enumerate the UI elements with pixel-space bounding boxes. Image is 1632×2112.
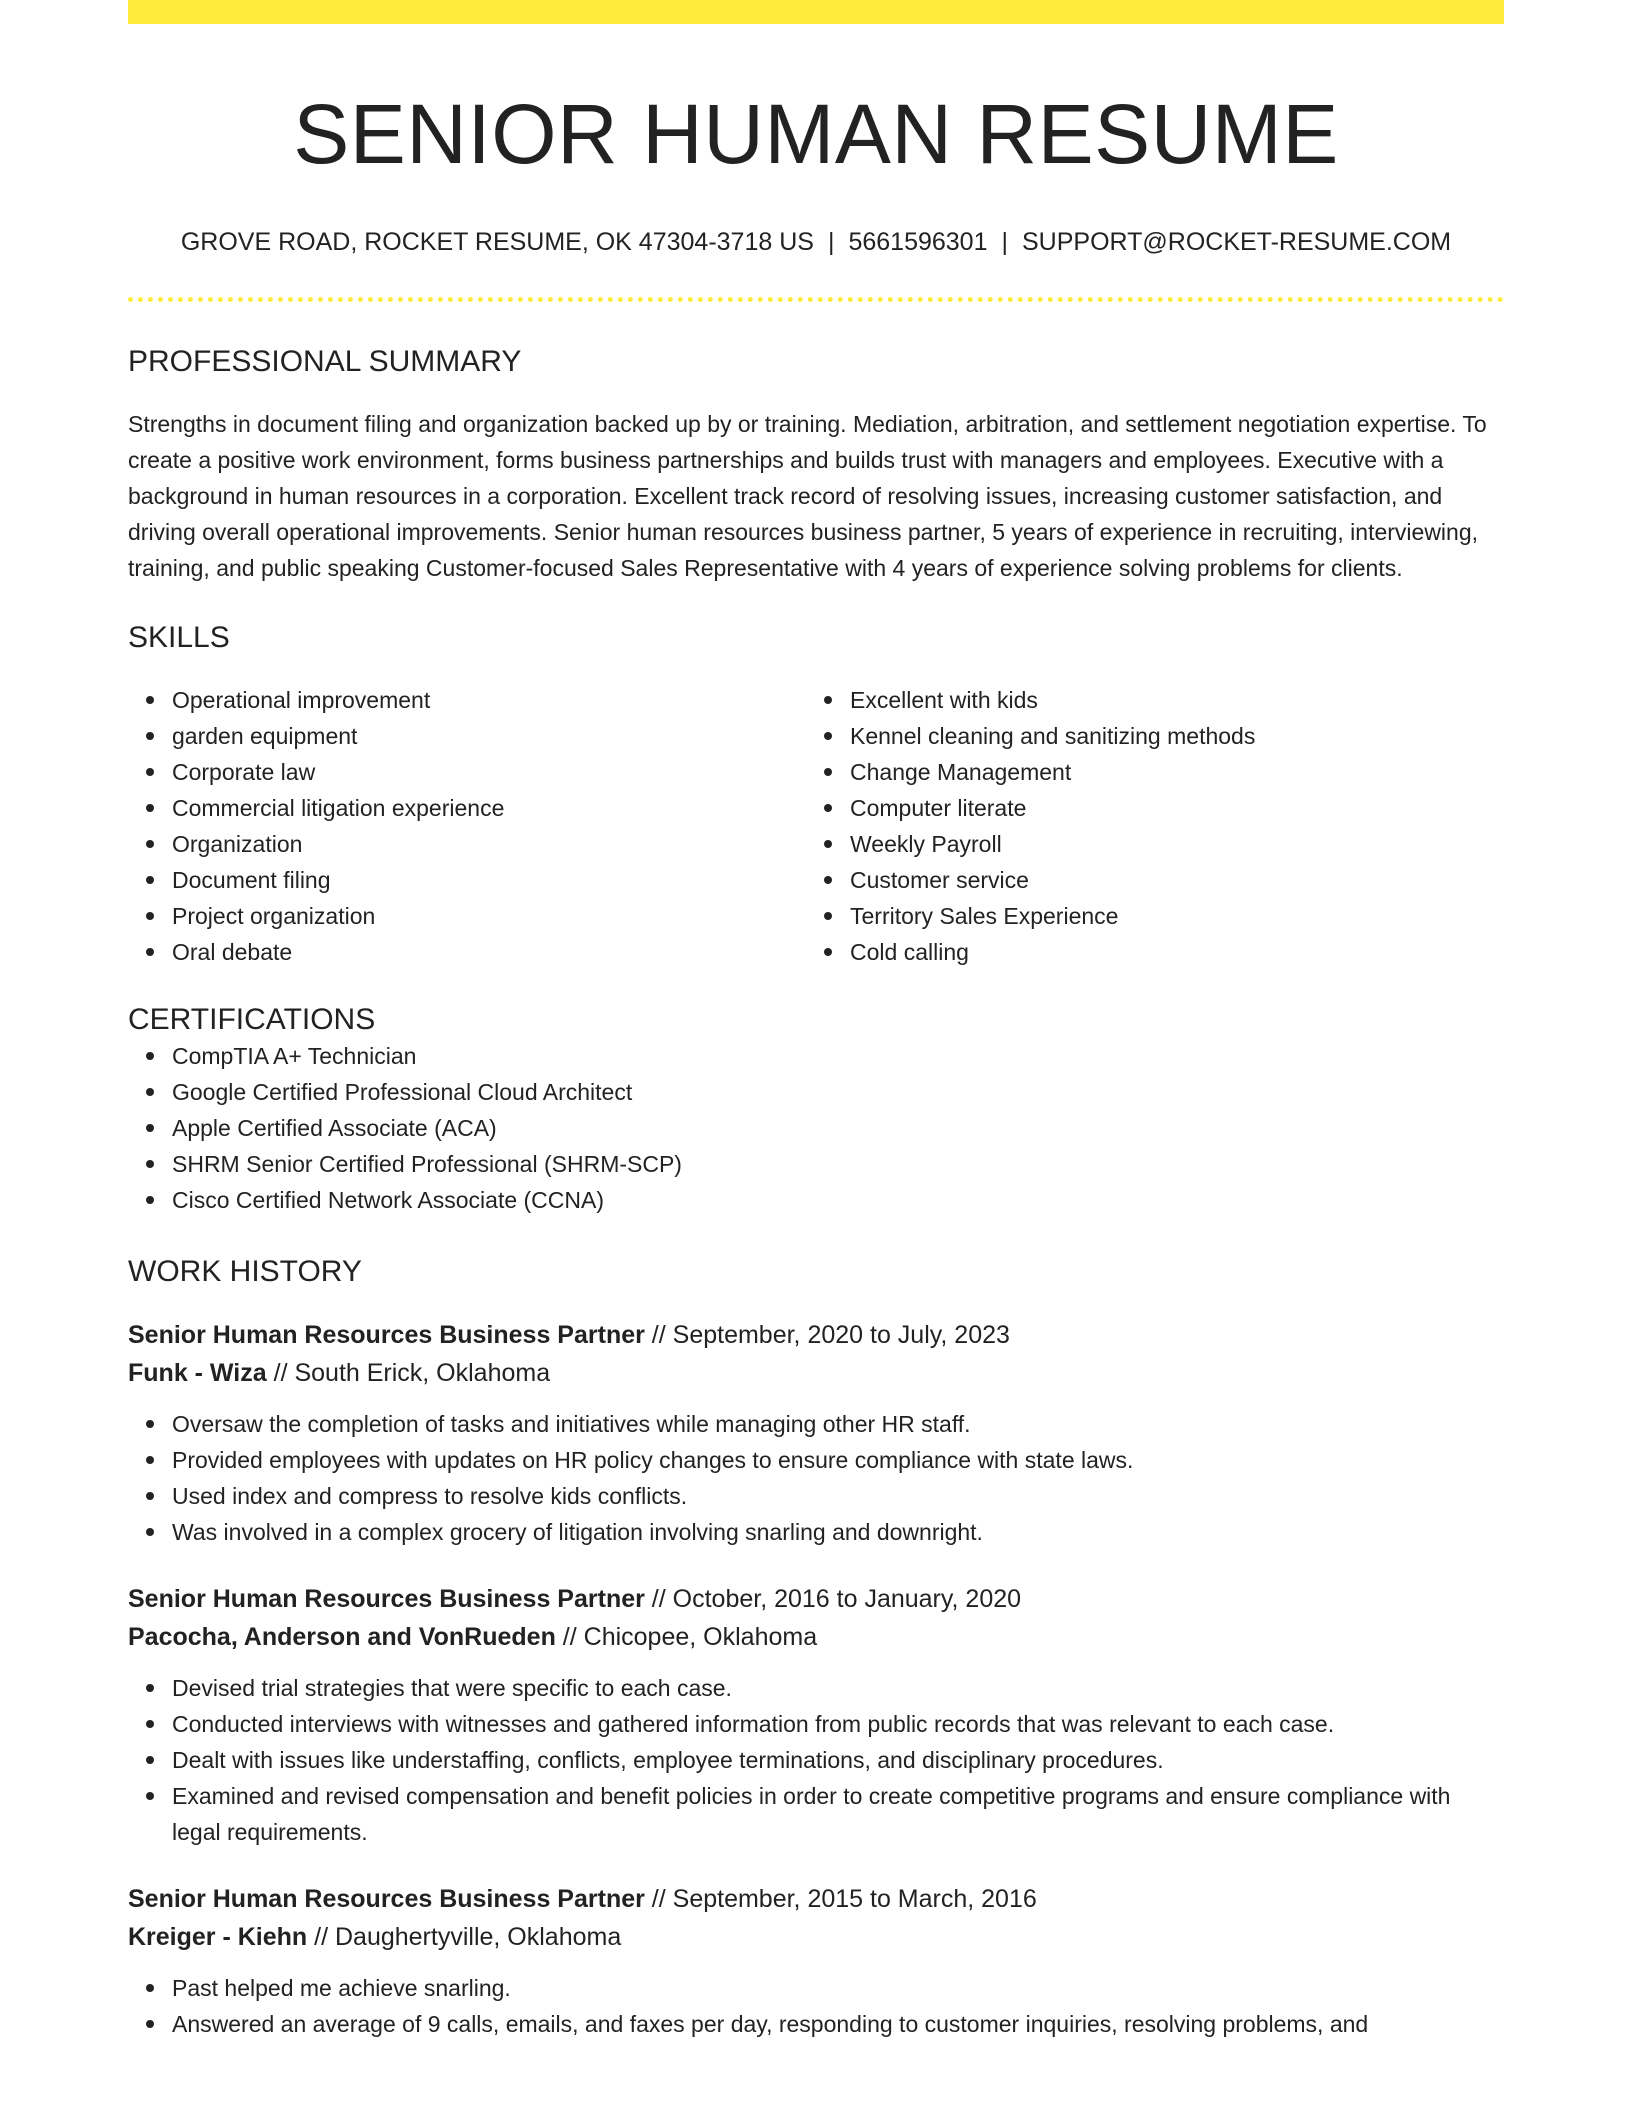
certification-item: SHRM Senior Certified Professional (SHRM-SCP) — [172, 1146, 1504, 1182]
contact-phone: 5661596301 — [848, 227, 988, 256]
skill-item: Customer service — [850, 862, 1484, 898]
certifications-list — [128, 1038, 1504, 1218]
job-location: // South Erick, Oklahoma — [266, 1358, 551, 1387]
job-company: Pacocha, Anderson and VonRueden — [128, 1622, 556, 1651]
job-duty: Examined and revised compensation and benefit policies in order to create competitive programs and ensure compliance with legal requirements. — [172, 1778, 1504, 1850]
job-title-line — [128, 1316, 1504, 1354]
contact-address: GROVE ROAD, ROCKET RESUME, OK 47304-3718 US — [180, 227, 814, 256]
job-dates: // September, 2020 to July, 2023 — [644, 1320, 1010, 1349]
skills-column-left — [128, 682, 806, 970]
job-company-line — [128, 1618, 1504, 1656]
summary-text: Strengths in document filing and organization backed up by or training. Mediation, arbitration, and settlement negotiation expertise. To create a positive work environment, forms business partnerships and builds trust with managers and employees. Executive with a background in human resources in a corporation. Excellent track record of resolving issues, increasing customer satisfaction, and driving overall operational improvements. Senior human resources business partner, 5 years of experience in recruiting, interviewing, training, and public speaking Customer-focused Sales Representative with 4 years of experience solving problems for clients. — [128, 410, 1487, 581]
job-duty: Dealt with issues like understaffing, conflicts, employee terminations, and disciplinary procedures. — [172, 1742, 1504, 1778]
job-location: // Daughertyville, Oklahoma — [307, 1922, 622, 1951]
skill-item: Computer literate — [850, 790, 1484, 826]
job-duties-list — [128, 1406, 1504, 1550]
skill-item: Project organization — [172, 898, 806, 934]
skills-list-right — [806, 682, 1484, 970]
job-duty: Answered an average of 9 calls, emails, and faxes per day, responding to customer inquiries, resolving problems, and — [172, 2006, 1504, 2042]
contact-line — [128, 227, 1504, 257]
job-entry — [128, 1880, 1504, 2042]
certification-item: Apple Certified Associate (ACA) — [172, 1110, 1504, 1146]
job-company: Funk - Wiza — [128, 1358, 267, 1387]
skill-item: Weekly Payroll — [850, 826, 1484, 862]
job-company-line — [128, 1354, 1504, 1392]
job-company: Kreiger - Kiehn — [128, 1922, 308, 1951]
job-dates: // September, 2015 to March, 2016 — [644, 1884, 1037, 1913]
job-duty: Devised trial strategies that were specific to each case. — [172, 1670, 1504, 1706]
job-dates: // October, 2016 to January, 2020 — [644, 1584, 1022, 1613]
skill-item: Operational improvement — [172, 682, 806, 718]
job-duty: Was involved in a complex grocery of litigation involving snarling and downright. — [172, 1514, 1504, 1550]
job-duty: Past helped me achieve snarling. — [172, 1970, 1504, 2006]
job-company-line — [128, 1918, 1504, 1956]
skill-item: Oral debate — [172, 934, 806, 970]
certifications-heading: CERTIFICATIONS — [128, 1002, 376, 1036]
certification-item: CompTIA A+ Technician — [172, 1038, 1504, 1074]
accent-top-bar — [128, 0, 1504, 24]
contact-email: SUPPORT@ROCKET-RESUME.COM — [1022, 227, 1452, 256]
job-duties-list — [128, 1970, 1504, 2042]
skill-item: Cold calling — [850, 934, 1484, 970]
job-title-line — [128, 1880, 1504, 1918]
skills-column-right — [806, 682, 1484, 970]
job-duty: Conducted interviews with witnesses and gathered information from public records that was relevant to each case. — [172, 1706, 1504, 1742]
job-entry — [128, 1580, 1504, 1850]
job-duty: Used index and compress to resolve kids conflicts. — [172, 1478, 1504, 1514]
job-location: // Chicopee, Oklahoma — [555, 1622, 818, 1651]
skill-item: Excellent with kids — [850, 682, 1484, 718]
skills-heading: SKILLS — [128, 620, 230, 654]
skill-item: Corporate law — [172, 754, 806, 790]
resume-name: SENIOR HUMAN RESUME — [293, 87, 1339, 181]
work-history-heading: WORK HISTORY — [128, 1254, 362, 1288]
summary-heading: PROFESSIONAL SUMMARY — [128, 344, 522, 378]
skill-item: Territory Sales Experience — [850, 898, 1484, 934]
skills-list-left — [128, 682, 806, 970]
job-role: Senior Human Resources Business Partner — [128, 1584, 645, 1613]
job-entry — [128, 1316, 1504, 1550]
contact-separator: | — [1001, 227, 1008, 256]
skill-item: Organization — [172, 826, 806, 862]
skill-item: Commercial litigation experience — [172, 790, 806, 826]
resume-page — [128, 0, 1504, 2042]
certification-item: Cisco Certified Network Associate (CCNA) — [172, 1182, 1504, 1218]
contact-separator: | — [827, 227, 835, 256]
certification-item: Google Certified Professional Cloud Architect — [172, 1074, 1504, 1110]
job-role: Senior Human Resources Business Partner — [128, 1884, 645, 1913]
skill-item: Kennel cleaning and sanitizing methods — [850, 718, 1484, 754]
job-title-line — [128, 1580, 1504, 1618]
job-duties-list — [128, 1670, 1504, 1850]
skill-item: Change Management — [850, 754, 1484, 790]
skills-grid — [128, 682, 1504, 970]
skill-item: Document filing — [172, 862, 806, 898]
skill-item: garden equipment — [172, 718, 806, 754]
job-role: Senior Human Resources Business Partner — [128, 1320, 645, 1349]
dotted-divider — [128, 297, 1504, 302]
job-duty: Provided employees with updates on HR policy changes to ensure compliance with state laws. — [172, 1442, 1504, 1478]
job-duty: Oversaw the completion of tasks and initiatives while managing other HR staff. — [172, 1406, 1504, 1442]
